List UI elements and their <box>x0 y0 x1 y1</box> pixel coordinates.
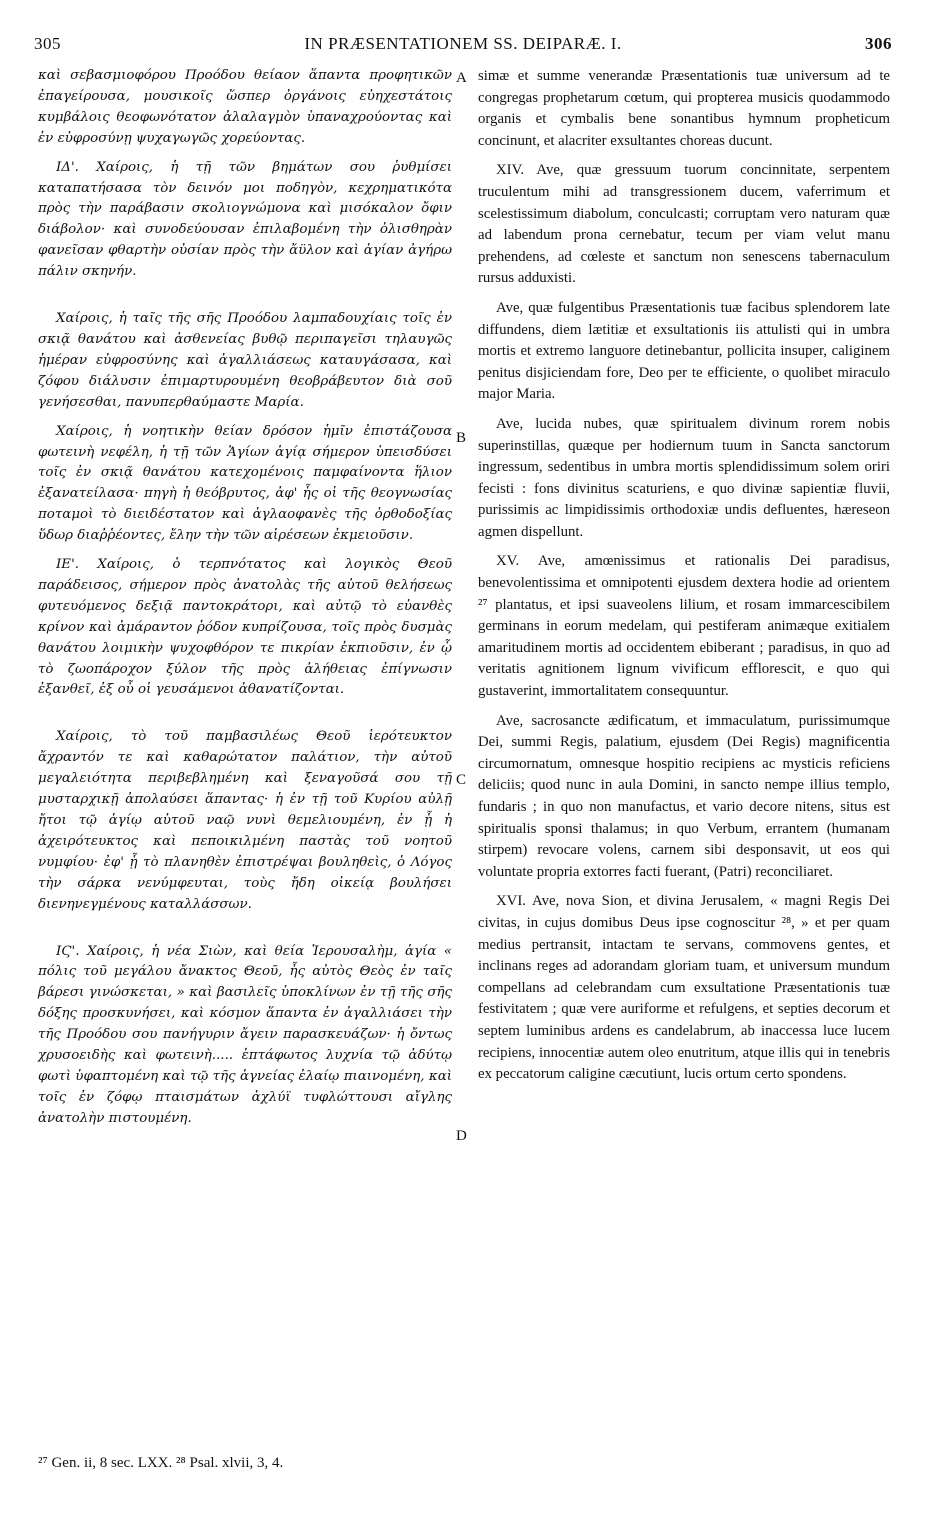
running-title: IN PRÆSENTATIONEM SS. DEIPARÆ. I. <box>304 34 622 53</box>
margin-marker-b: B <box>456 430 467 446</box>
latin-paragraph: Ave, lucida nubes, quæ spiritualem divinum rorem nobis superinstillas, quæque per hodiernum tuum in Sancta sanctorum ingressum, sedentibus in umbra mortis splendidissimum solem oriri fecisti : fons divinitus scaturiens, e quo divinæ sapientiæ fluvii, purissimis ac limpidissimis orthodoxiæ undis defluentes, hæreseon agmen dispellunt. <box>478 415 890 540</box>
latin-paragraph: Ave, quæ fulgentibus Præsentationis tuæ facibus splendorem late diffundens, diem lætitiæ et exsultationis iis attulisti qui in umbra mortis et extremo languore detinebantur, pollicita insuper, caliginem penitus disjiciendam fore, Deo per te efficiente, o quolibet miraculo major Maria. <box>478 299 890 403</box>
latin-paragraph: simæ et summe venerandæ Præsentationis tuæ universum ad te congregas prophetarum cœtum, qui propterea musicis quodammodo organis et cymbalis bene sonantibus hymnum propheticum concinunt, et alacriter exsultantes choreas ducunt. <box>478 68 890 149</box>
margin-marker-c: C <box>456 772 467 788</box>
latin-paragraph: XV. Ave, amœnissimus et rationalis Dei paradisus, benevolentissima et omnipotenti ejusdem dextera hodie ad orientem ²⁷ plantatus, et ipsi suaveolens lilium, et rosam immarcescibilem germinans in eorum medelam, qui pestiferam animæque exitialem amaritudinem mortis ad occidentem ebiberant ; paradisus, in quo ad veritatis agnitionem lignum vivificum efflorescit, e quo qui gustaverint, immortalitatem consequuntur. <box>478 553 890 700</box>
greek-paragraph: ΙΕ'. Χαίροις, ὁ τερπνότατος καὶ λογικὸς Θεοῦ παράδεισος, σήμερον πρὸς ἀνατολὰς τῆς αὐτοῦ θελήσεως φυτευόμενος δεξιᾷ παντοκράτορι, καὶ αὐτῷ τὸ εὐανθὲς κρίνον καὶ ἀμάραντον ῥόδον κυπρίζουσα, τοῖς πρὸς δυσμὰς θανάτου λοιμικὴν ψυχοφθόρον τε πικρίαν ἐκπιοῦσιν, ἐν ᾧ τὸ ζωοπάροχον ξύλον τῆς πρὸς ἀλήθειας ἐπίγνωσιν ἐξανθεῖ, ἐξ οὗ οἱ γευσάμενοι ἀθανατίζονται. <box>38 557 452 698</box>
footnotes: ²⁷ Gen. ii, 8 sec. LXX. ²⁸ Psal. xlvii, 3, 4. <box>38 1455 284 1471</box>
running-header <box>34 34 892 58</box>
margin-marker-d: D <box>456 1128 467 1144</box>
latin-column <box>478 66 890 1094</box>
page-number-left: 305 <box>34 34 61 53</box>
greek-paragraph: ΙϚ'. Χαίροις, ἡ νέα Σιὼν, καὶ θεία Ἱερουσαλὴμ, ἁγία « πόλις τοῦ μεγάλου ἄνακτος Θεοῦ, ἧς αὐτὸς Θεὸς ἐν ταῖς βάρεσι γινώσκεται, » καὶ βασιλεῖς ὑποκλίνων ἐν τῇ τῆς σῆς δόξης προσκυνήσει, καὶ κόσμον ἅπαντα ἐν ἀγαλλιάσει τὴν τῆς Προόδου σου πανήγυριν ἄγειν παρασκευάζων· ἡ ὄντως χρυσοειδὴς καὶ φωτεινὴ..... ἑπτάφωτος λυχνία τῷ ἀδύτῳ φωτὶ ὑφαπτομένη καὶ τῷ τῆς ἁγνείας ἐλαίῳ πιαινομένη, καὶ τοῖς ἐν ζόφῳ πταισμάτων ἀχλύϊ τυφλώττουσι αἴγλης ἀνατολὴν πιστουμένη. <box>38 943 452 1126</box>
greek-paragraph: ΙΔ'. Χαίροις, ἡ τῇ τῶν βημάτων σου ῥυθμίσει καταπατήσασα τὸν δεινόν μοι ποδηγὸν, κεχρηματικότα πρὸς τὴν παράβασιν σκολιογνώμονα καὶ μισόκαλον ὄφιν διάβολον· καὶ συνοδεύουσαν ἐπιλαβομένη τὴν ὀλισθηρὰν φανεῖσαν φθαρτὴν οὐσίαν πρὸς τὴν ἄϋλον καὶ ἁγίαν ἀγήρω πάλιν σκηνήν. <box>38 159 452 280</box>
latin-paragraph: Ave, sacrosancte ædificatum, et immaculatum, purissimumque Dei, summi Regis, palatium, ejusdem (Dei Regis) magnificentia circumornatum, omnesque hospitio recipiens ac mysticis reficiens deliciis; quod nunc in aula Domini, in sancto nempe illius templo, fundaris ; in quo non manufactus, et vario decore nitens, situs est spiritualis sponsi thalamus; in quo Verbum, errantem (humanam stirpem) revocare volens, carnem sibi desponsavit, ut eos qui voluntate propria extorres facti fuerant, (Patri) reconciliaret. <box>478 712 890 880</box>
latin-paragraph: XIV. Ave, quæ gressuum tuorum concinnitate, serpentem truculentum mihi ad transgressionem ducem, vaferrimum et scelestissimum diabolum, conculcasti; corruptam vero naturam quæ ad labendum prona cernebatur, tecum per viam velut manu prehendens, ad cœleste et sanctum non senescens tabernaculum rursus adduxisti. <box>478 162 890 287</box>
latin-paragraph: XVI. Ave, nova Sion, et divina Jerusalem, « magni Regis Dei civitas, in cujus domibus Deus ipse cognoscitur ²⁸, » et per quam medius pertransit, intactam te servans, commovens gentes, et inclinans reges ad adorandam gloriam tuam, et universum mundum compellans ad celebrandam cum exsultatione Præsentationis tuæ festivitatem ; quæ vere auriforme et refulgens, et septies decorum et septem luminibus ardens es candelabrum, ab inaccessa luce lucem recipiens, innocentiæ autem oleo enutritum, atque illis qui in tenebris ex peccatorum caligine cæcutiunt, lucis ortum certo spondens. <box>478 893 890 1083</box>
greek-paragraph: Χαίροις, τὸ τοῦ παμβασιλέως Θεοῦ ἱερότευκτον ἄχραντόν τε καὶ καθαρώτατον παλάτιον, τὴν αὐτοῦ μεγαλειότητα περιβεβλημένη καὶ ξεναγοῦσά σου τῇ μυσταρχικῇ ἀπολαύσει ἅπαντας· ἡ ἐν τῇ τοῦ Κυρίου αὐλῇ ἤτοι τῷ ἁγίῳ αὐτοῦ ναῷ νυνὶ θεμελιουμένη, ἐν ᾗ ἡ ἀχειρότευκτος καὶ πεποικιλμένη παστὰς τοῦ νοητοῦ νυμφίου· ἐφ' ᾗ τὸ πλανηθὲν ἐπιστρέψαι βουληθεὶς, ὁ Λόγος τὴν σάρκα νενύμφευται, τοὺς ἤδη οἰκείᾳ βουλήσει διενηνεγμένους καταλλάσσων. <box>38 729 452 912</box>
greek-paragraph: Χαίροις, ἡ ταῖς τῆς σῆς Προόδου λαμπαδουχίαις τοῖς ἐν σκιᾷ θανάτου καὶ ἀσθενείας βυθῷ περιπαγεῖσι τηλαυγῶς ἡμέραν εὐφροσύνης καὶ ἀγαλλιάσεως καταυγάσασα, καὶ ζόφου διάλυσιν ἐπιμαρτυρουμένη θεοβράβευτον διὰ σοῦ γενήσεσθαι, πανυπερθαύμαστε Μαρία. <box>38 311 452 410</box>
margin-marker-a: A <box>456 70 467 86</box>
greek-column <box>38 66 452 1138</box>
page-number-right: 306 <box>865 34 892 53</box>
greek-paragraph: Χαίροις, ἡ νοητικὴν θείαν δρόσον ἡμῖν ἐπιστάζουσα φωτεινὴ νεφέλη, ἡ τῇ τῶν Ἁγίων ἁγίᾳ σήμερον ὑπεισδύσει τοῖς ἐν σκιᾷ θανάτου κατεχομένοις παμφαίνοντα ἥλιον ἐξανατείλασα· πηγὴ ἡ θεόβρυτος, ἀφ' ἧς οἱ τῆς θεογνωσίας ποταμοὶ τὸ διειδέστατον καὶ ἀγλαοφανὲς τῆς ὀρθοδοξίας ὕδωρ διαῤῥέοντες, ἔλην τὴν τῶν αἱρέσεων ἐκμειοῦσιν. <box>38 423 452 544</box>
greek-paragraph: καὶ σεβασμιοφόρου Προόδου θείαον ἅπαντα προφητικῶν ἐπαγείρουσα, μουσικοῖς ὥσπερ ὀργάνοις εὐηχεστάτοις κυμβάλοις θεοφωνότατον ἀλαλαγμὸν ὑπαναχρούοντας καὶ ἐν εὐφροσύνῃ ψυχαγωγῶς χορεύοντας. <box>38 68 452 146</box>
